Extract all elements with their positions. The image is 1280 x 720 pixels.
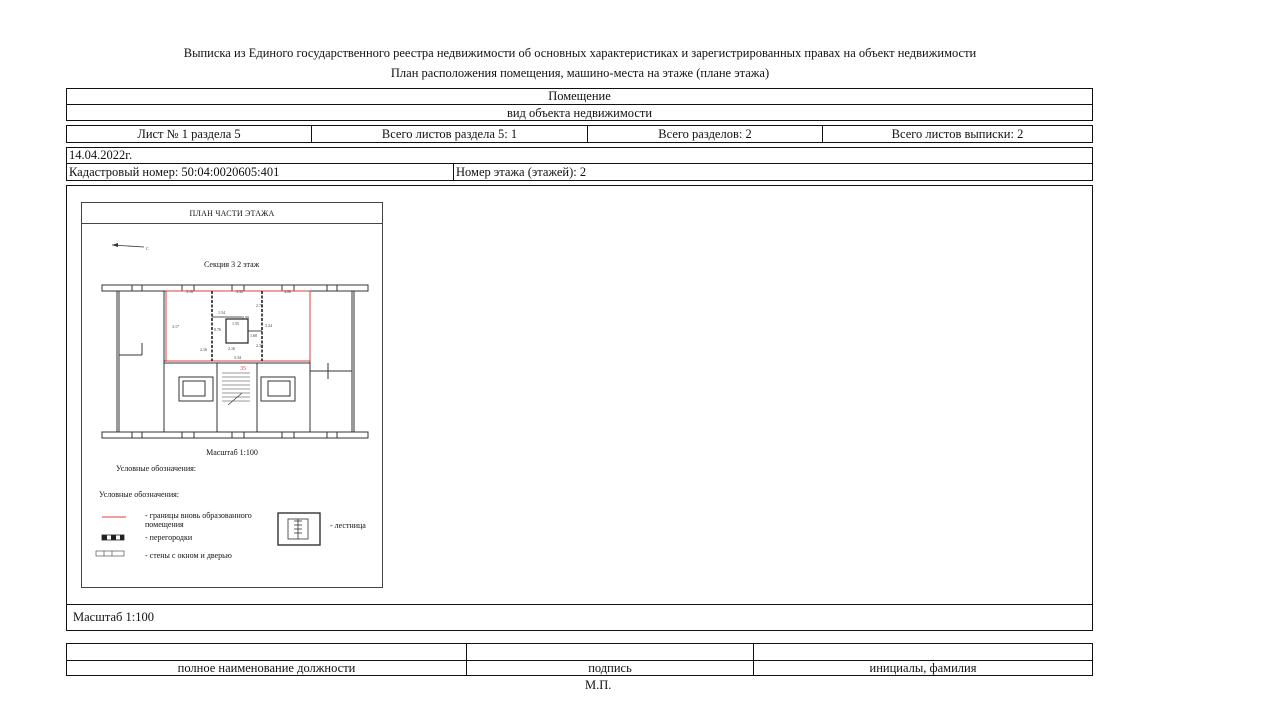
signature-position-caption: полное наименование должности — [67, 660, 466, 676]
signature-position-value — [67, 644, 466, 660]
north-arrow-icon — [112, 243, 149, 251]
room-boundary — [166, 291, 310, 361]
partitions — [212, 291, 262, 361]
total-sheets-section: Всего листов раздела 5: 1 — [311, 126, 587, 142]
legend-walls: - стены с окном и дверью — [145, 551, 232, 560]
object-type-caption: вид объекта недвижимости — [506, 105, 653, 120]
signature-sign-value — [466, 644, 753, 660]
sheet-number: Лист № 1 раздела 5 — [137, 126, 241, 141]
sheet-info-row — [66, 125, 1093, 143]
floor-number: Номер этажа (этажей): 2 — [453, 164, 1092, 181]
dimension-label: 3.32 — [236, 289, 243, 294]
wall-window-door-icon — [96, 551, 124, 556]
dimension-label: 3.24 — [265, 323, 272, 328]
dimension-label: 3.00 — [284, 289, 291, 294]
stairs-icon — [222, 373, 250, 405]
legend-boundary: - границы вновь образованного помещения — [145, 511, 252, 529]
dimension-labels — [172, 289, 291, 360]
dimension-label: 2.16 — [228, 346, 235, 351]
dimension-label: 0.99 — [242, 315, 249, 320]
dimension-label: 3.34 — [234, 355, 241, 360]
legend-title-1: Условные обозначения: — [116, 464, 197, 473]
svg-text:С: С — [146, 246, 149, 251]
scale-footer: Масштаб 1:100 — [73, 610, 154, 624]
record-info-box — [66, 147, 1093, 181]
signature-block — [66, 643, 1093, 676]
dimension-label: 3.16 — [186, 289, 193, 294]
legend-title-2: Условные обозначения: — [99, 490, 180, 499]
floor-plan-sheet — [81, 202, 383, 588]
plan-header: ПЛАН ЧАСТИ ЭТАЖА — [82, 203, 382, 224]
section-label: Секция 3 2 этаж — [204, 260, 260, 269]
stamp-label: М.П. — [585, 678, 612, 692]
signature-initials-caption: инициалы, фамилия — [753, 660, 1092, 676]
dimension-label: 2.16 — [200, 347, 207, 352]
object-type: Помещение — [67, 89, 1092, 105]
signature-initials-value — [753, 644, 1092, 660]
staircase-legend-icon — [278, 513, 320, 545]
floor-plan-drawing — [82, 223, 382, 587]
partition-icon — [102, 535, 124, 540]
document-title: Выписка из Единого государственного реестра недвижимости об основных характеристиках и зарегистрированных правах на объект недвижимости — [183, 46, 977, 60]
dimension-label: 1.60 — [250, 333, 257, 338]
legend-stairs: - лестница — [330, 521, 366, 530]
legend-partitions: - перегородки — [145, 533, 193, 542]
dimension-label: 3.17 — [172, 324, 179, 329]
room-number: 35 — [240, 366, 246, 372]
scale-row — [66, 604, 1093, 631]
plan-scale: Масштаб 1:100 — [206, 448, 258, 457]
cadastral-number: Кадастровый номер: 50:04:0020605:401 — [69, 165, 280, 179]
total-sections: Всего разделов: 2 — [587, 126, 822, 142]
dimension-label: 1.55 — [232, 321, 239, 326]
dimension-label: 0.76 — [214, 327, 221, 332]
signature-sign-caption: подпись — [466, 660, 753, 676]
total-sheets-extract: Всего листов выписки: 2 — [822, 126, 1092, 142]
object-type-box — [66, 88, 1093, 121]
dimension-label: 1.54 — [218, 310, 225, 315]
dimension-label: 2.33 — [256, 343, 263, 348]
record-date: 14.04.2022г. — [67, 148, 1092, 164]
document-subtitle: План расположения помещения, машино-места на этаже (плане этажа) — [390, 66, 770, 80]
dimension-label: 2.76 — [256, 303, 263, 308]
